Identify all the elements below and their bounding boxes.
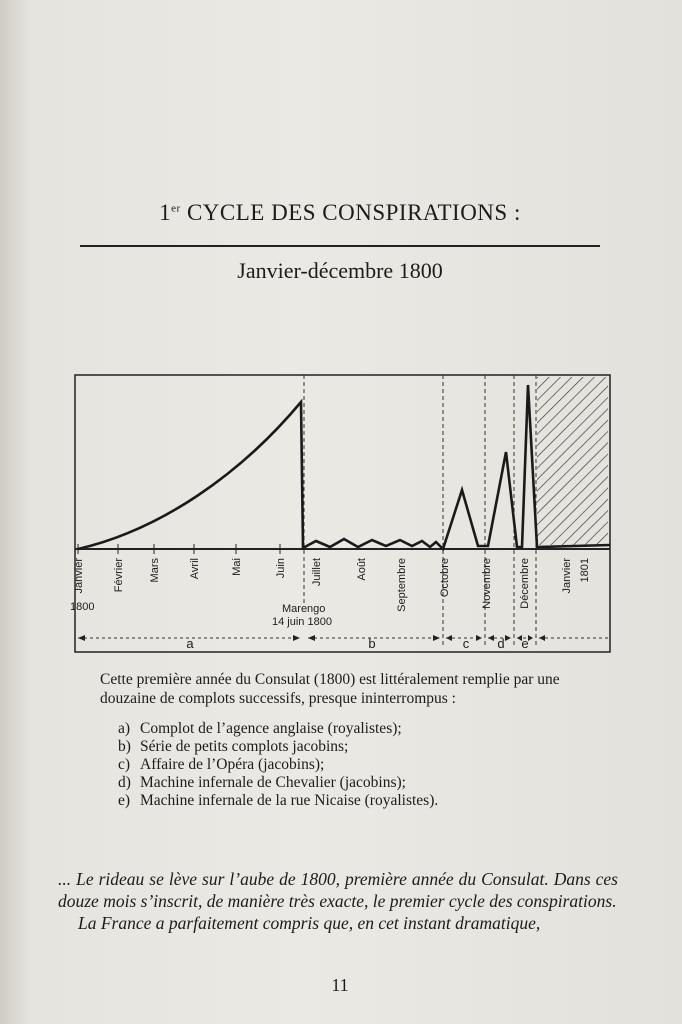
- month-label-avril: Avril: [189, 558, 201, 580]
- title-text: CYCLE DES CONSPIRATIONS :: [180, 200, 521, 225]
- segment-arrowheads: [78, 635, 545, 641]
- month-label-aout: Août: [356, 558, 368, 581]
- title-rule: [80, 245, 600, 247]
- marengo-date: 14 juin 1800: [272, 616, 332, 628]
- month-label-janvier: Janvier: [73, 558, 85, 594]
- list-item: [118, 792, 598, 810]
- title-number: 1: [159, 200, 172, 225]
- month-label-mars: Mars: [149, 558, 161, 583]
- body-paragraph: ... Le rideau se lève sur l’aube de 1800, première année du Consulat. Dans ces douze mois s’inscrit, de manière très exacte, le premier cycle des conspirations.: [58, 869, 618, 911]
- list-text: Machine infernale de la rue Nicaise (royalistes).: [140, 792, 439, 809]
- list-marker: e): [118, 792, 131, 809]
- list-item: [118, 720, 598, 738]
- list-item: [118, 774, 598, 792]
- page-number: 11: [331, 975, 349, 995]
- list-marker: d): [118, 774, 131, 791]
- month-label-janvier-1801: Janvier: [561, 558, 573, 594]
- month-label-juillet: Juillet: [311, 558, 323, 587]
- chart-subtitle: Janvier-décembre 1800: [237, 258, 443, 283]
- figure-caption: Cette première année du Consulat (1800) est littéralement remplie par une douzaine de complots successifs, presque ininterrompus :: [100, 671, 560, 707]
- segment-label-c: c: [462, 636, 470, 651]
- segment-label-d: d: [497, 636, 505, 651]
- list-item: [118, 738, 598, 756]
- list-text: Affaire de l’Opéra (jacobins);: [140, 756, 325, 773]
- conspiracy-list: [118, 720, 598, 810]
- list-marker: a): [118, 720, 131, 737]
- list-item: [118, 756, 598, 774]
- month-label-decembre: Décembre: [519, 558, 531, 609]
- period-dividers: [304, 375, 536, 645]
- list-text: Série de petits complots jacobins;: [140, 738, 349, 755]
- list-marker: c): [118, 756, 131, 773]
- month-label-1800: 1800: [70, 601, 95, 613]
- month-label-octobre: Octobre: [439, 558, 451, 598]
- chapter-title: [90, 200, 590, 226]
- month-label-septembre: Septembre: [396, 558, 408, 612]
- list-text: Complot de l’agence anglaise (royalistes);: [140, 720, 402, 737]
- month-label-mai: Mai: [231, 558, 243, 576]
- segment-label-b: b: [368, 636, 376, 651]
- marengo-label: Marengo: [282, 603, 326, 615]
- title-superscript: er: [171, 202, 181, 215]
- segment-label-a: a: [186, 636, 194, 651]
- list-text: Machine infernale de Chevalier (jacobins);: [140, 774, 406, 791]
- body-text: [58, 868, 618, 934]
- conspiracy-curve: [78, 385, 610, 549]
- month-label-fevrier: Février: [113, 558, 125, 593]
- month-label-novembre: Novembre: [481, 558, 493, 609]
- conspiracy-chart: [0, 360, 682, 660]
- body-paragraph: La France a parfaitement compris que, en cet instant dramatique,: [78, 913, 541, 933]
- list-marker: b): [118, 738, 131, 755]
- segment-label-e: e: [521, 636, 529, 651]
- month-label-juin: Juin: [275, 558, 287, 579]
- hatched-region: [537, 377, 608, 545]
- month-label-1801: 1801: [579, 558, 591, 583]
